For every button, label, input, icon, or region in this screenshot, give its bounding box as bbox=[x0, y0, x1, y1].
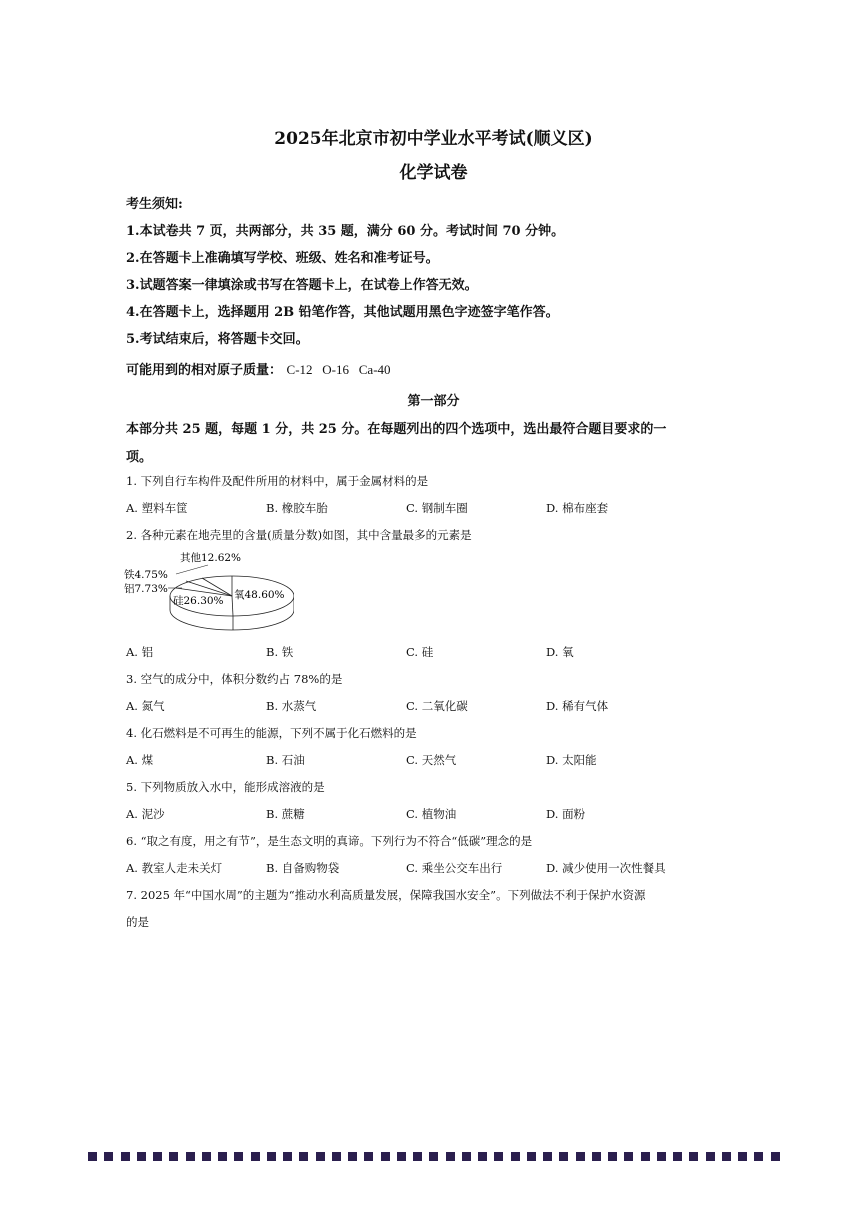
footer-dot bbox=[559, 1152, 568, 1161]
atomic-mass-label: 可能用到的相对原子质量： bbox=[126, 363, 283, 378]
question-1-option-a: A. 塑料车筐 bbox=[126, 501, 188, 515]
footer-dot bbox=[316, 1152, 325, 1161]
question-5-option-a: A. 泥沙 bbox=[126, 807, 165, 821]
footer-dot bbox=[137, 1152, 146, 1161]
exam-subtitle: 化学试卷 bbox=[399, 163, 468, 183]
footer-dot bbox=[283, 1152, 292, 1161]
question-7-stem: 7. 2025 年“中国水周”的主题为“推动水利高质量发展，保障我国水安全”。下列做法不利于保护水资源 bbox=[126, 888, 646, 902]
footer-dot bbox=[657, 1152, 666, 1161]
question-6-option-d: D. 减少使用一次性餐具 bbox=[546, 861, 666, 875]
notice-item-3: 3.试题答案一律填涂或书写在答题卡上，在试卷上作答无效。 bbox=[126, 278, 478, 293]
question-5-option-c: C. 植物油 bbox=[406, 807, 457, 821]
question-1-option-d: D. 棉布座套 bbox=[546, 501, 609, 515]
footer-dot bbox=[592, 1152, 601, 1161]
pie-label-other: 其他12.62% bbox=[180, 552, 242, 564]
notice-item-2: 2.在答题卡上准确填写学校、班级、姓名和准考证号。 bbox=[126, 251, 439, 266]
notice-item-1: 1.本试卷共 7 页，共两部分，共 35 题，满分 60 分。考试时间 70 分钟。 bbox=[126, 224, 565, 239]
footer-dot bbox=[202, 1152, 211, 1161]
footer-dot bbox=[462, 1152, 471, 1161]
notice-heading: 考生须知: bbox=[126, 197, 183, 212]
pie-leader-iron bbox=[176, 565, 208, 574]
footer-dot bbox=[771, 1152, 780, 1161]
footer-dot bbox=[218, 1152, 227, 1161]
question-3-option-d: D. 稀有气体 bbox=[546, 699, 609, 713]
question-5-option-d: D. 面粉 bbox=[546, 807, 586, 821]
atomic-mass-line bbox=[126, 359, 391, 378]
footer-dot bbox=[299, 1152, 308, 1161]
footer-dot bbox=[754, 1152, 763, 1161]
footer-dot bbox=[446, 1152, 455, 1161]
footer-dot bbox=[186, 1152, 195, 1161]
question-1-option-c: C. 钢制车圈 bbox=[406, 501, 468, 515]
question-2-option-c: C. 硅 bbox=[406, 645, 434, 659]
pie-label-aluminum: 铝7.73% bbox=[124, 583, 168, 595]
footer-dot bbox=[608, 1152, 617, 1161]
question-4-option-a: A. 煤 bbox=[126, 753, 154, 767]
question-4-option-d: D. 太阳能 bbox=[546, 753, 597, 767]
part1-intro-1: 本部分共 25 题，每题 1 分，共 25 分。在每题列出的四个选项中，选出最符合题目要求的一 bbox=[126, 422, 667, 437]
footer-dot bbox=[494, 1152, 503, 1161]
footer-dot bbox=[121, 1152, 130, 1161]
question-3-option-a: A. 氮气 bbox=[126, 699, 165, 713]
question-2-option-b: B. 铁 bbox=[266, 645, 294, 659]
question-3-option-c: C. 二氧化碳 bbox=[406, 699, 468, 713]
footer-dot bbox=[722, 1152, 731, 1161]
footer-dot bbox=[576, 1152, 585, 1161]
footer-dot bbox=[413, 1152, 422, 1161]
question-6-stem: 6. “取之有度，用之有节”，是生态文明的真谛。下列行为不符合“低碳”理念的是 bbox=[126, 834, 533, 848]
question-1-option-b: B. 橡胶车胎 bbox=[266, 501, 328, 515]
footer-dot bbox=[624, 1152, 633, 1161]
question-3-stem: 3. 空气的成分中，体积分数约占 78%的是 bbox=[126, 672, 343, 686]
question-6-option-a: A. 教室人走未关灯 bbox=[126, 861, 223, 875]
part1-title: 第一部分 bbox=[407, 394, 460, 409]
footer-dot bbox=[104, 1152, 113, 1161]
footer-dot bbox=[348, 1152, 357, 1161]
question-5-option-b: B. 蔗糖 bbox=[266, 807, 305, 821]
footer-dot bbox=[364, 1152, 373, 1161]
footer-dot bbox=[153, 1152, 162, 1161]
question-2-option-a: A. 铝 bbox=[126, 645, 154, 659]
question-3-option-b: B. 水蒸气 bbox=[266, 699, 317, 713]
part1-intro-2: 项。 bbox=[126, 450, 153, 465]
footer-dot bbox=[169, 1152, 178, 1161]
footer-dot bbox=[381, 1152, 390, 1161]
question-6-option-c: C. 乘坐公交车出行 bbox=[406, 861, 503, 875]
footer-dot bbox=[689, 1152, 698, 1161]
question-6-option-b: B. 自备购物袋 bbox=[266, 861, 340, 875]
footer-dot bbox=[397, 1152, 406, 1161]
question-2-option-d: D. 氧 bbox=[546, 645, 574, 659]
question-1-stem: 1. 下列自行车构件及配件所用的材料中，属于金属材料的是 bbox=[126, 474, 429, 488]
footer-dot bbox=[251, 1152, 260, 1161]
footer-dot bbox=[267, 1152, 276, 1161]
question-4-stem: 4. 化石燃料是不可再生的能源，下列不属于化石燃料的是 bbox=[126, 726, 417, 740]
page-footer-border bbox=[88, 1152, 780, 1162]
footer-dot bbox=[234, 1152, 243, 1161]
notice-item-5: 5.考试结束后，将答题卡交回。 bbox=[126, 332, 309, 347]
question-4-option-c: C. 天然气 bbox=[406, 753, 457, 767]
footer-dot bbox=[511, 1152, 520, 1161]
question-2-stem: 2. 各种元素在地壳里的含量(质量分数)如图，其中含量最多的元素是 bbox=[126, 528, 472, 542]
footer-dot bbox=[641, 1152, 650, 1161]
crust-element-pie-chart bbox=[124, 548, 294, 634]
pie-label-silicon: 硅26.30% bbox=[173, 595, 224, 607]
footer-dot bbox=[673, 1152, 682, 1161]
atomic-mass-values: C-12 O-16 Ca-40 bbox=[286, 362, 391, 377]
footer-dot bbox=[429, 1152, 438, 1161]
footer-dot bbox=[478, 1152, 487, 1161]
question-7-stem-line2: 的是 bbox=[126, 915, 149, 929]
notice-item-4: 4.在答题卡上，选择题用 2B 铅笔作答，其他试题用黑色字迹签字笔作答。 bbox=[126, 305, 559, 320]
question-5-stem: 5. 下列物质放入水中，能形成溶液的是 bbox=[126, 780, 325, 794]
footer-dot bbox=[543, 1152, 552, 1161]
exam-title: 2025年北京市初中学业水平考试(顺义区) bbox=[274, 129, 593, 149]
footer-dot bbox=[332, 1152, 341, 1161]
pie-label-oxygen: 氧48.60% bbox=[234, 589, 285, 601]
footer-dot bbox=[88, 1152, 97, 1161]
question-4-option-b: B. 石油 bbox=[266, 753, 305, 767]
footer-dot bbox=[706, 1152, 715, 1161]
footer-dot bbox=[527, 1152, 536, 1161]
footer-dot bbox=[738, 1152, 747, 1161]
pie-label-iron: 铁4.75% bbox=[124, 569, 168, 581]
